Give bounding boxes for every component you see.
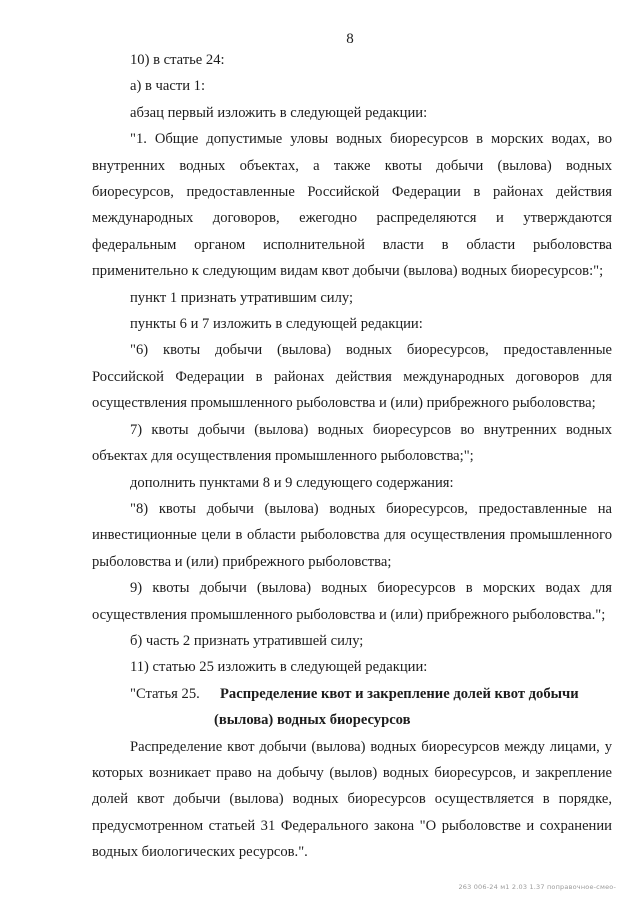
paragraph-point-1-repeal: пункт 1 признать утратившим силу; — [130, 289, 354, 306]
footer-document-code: 263 006-24 м1 2.03 1.37 поправочное-смео- — [458, 883, 616, 891]
page-number: 8 — [346, 31, 354, 47]
paragraph-item-10: 10) в статье 24: — [130, 52, 225, 68]
paragraph-point-9: 9) квоты добычи (вылова) водных биоресурсов в морских водах для осуществления промышленного рыболовства и (или) прибрежного рыболовства."; — [92, 580, 612, 623]
article-title-line1: Распределение квот и закрепление долей квот добычи — [220, 685, 579, 702]
paragraph-instruction: абзац первый изложить в следующей редакции: — [130, 104, 428, 121]
paragraph-point-8: "8) квоты добычи (вылова) водных биоресурсов, предоставленные на инвестиционные цели в области рыболовства для осуществления промышленного рыболовства и (или) прибрежного рыболовства; — [92, 500, 612, 570]
article-lead: "Статья 25. — [130, 685, 200, 702]
paragraph-point-7: 7) квоты добычи (вылова) водных биоресурсов во внутренних водных объектах для осуществления промышленного рыболовства;"; — [92, 421, 612, 465]
article-title-line2: (вылова) водных биоресурсов — [214, 712, 411, 729]
paragraph-item-11: 11) статью 25 изложить в следующей редакции: — [130, 659, 428, 676]
paragraph-article-25-text: Распределение квот добычи (вылова) водных биоресурсов между лицами, у которых возникает право на добычу (вылов) водных биоресурсов, и закрепление долей квот добычи (вылова) водных биоресурсов осуществляется в порядке, предусмотренном статьей 31 Федерального закона "О рыболовстве и сохранении водных биологических ресурсов.". — [92, 738, 612, 861]
article-heading — [92, 681, 612, 734]
paragraph-part-1-text: "1. Общие допустимые уловы водных биоресурсов в морских водах, во внутренних водных объектах, а также квоты добычи (вылова) водных биоресурсов, предоставленные Российской Федерации в районах действия международных договоров, ежегодно распределяются и утверждаются федеральным органом исполнительной власти в области рыболовства применительно к следующим видам квот добычи (вылова) водных биоресурсов:"; — [92, 131, 612, 280]
document-body — [92, 47, 612, 866]
paragraph-points-8-9-instruction: дополнить пунктами 8 и 9 следующего содержания: — [130, 474, 454, 491]
paragraph-subitem-a: а) в части 1: — [130, 78, 206, 95]
paragraph-points-6-7-instruction: пункты 6 и 7 изложить в следующей редакции: — [130, 316, 423, 333]
paragraph-point-6: "6) квоты добычи (вылова) водных биоресурсов, предоставленные Российской Федерации в районах действия международных договоров для осуществления промышленного рыболовства и (или) прибрежного рыболовства; — [92, 342, 612, 412]
paragraph-subitem-b: б) часть 2 признать утратившей силу; — [130, 632, 364, 649]
